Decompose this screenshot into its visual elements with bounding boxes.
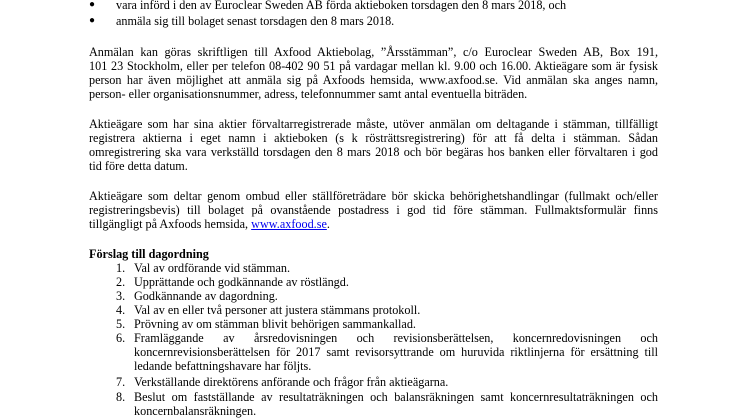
paragraph-proxy-line: registreringsbevis) till bolaget på ovanstående postadress i god tid före stämman. Fullmaktsformulär finns (89, 203, 658, 217)
agenda-item: Prövning av om stämman blivit behörigen sammankallad. (134, 317, 416, 331)
bullet-item: anmäla sig till bolaget senast torsdagen den 8 mars 2018. (116, 14, 395, 28)
paragraph-proxy-line: Aktieägare som deltar genom ombud eller ställföreträdare bör skicka behörighetshandlingar (fullmakt och/eller (89, 189, 658, 203)
agenda-item-continuation: koncernbalansräkningen. (134, 404, 257, 418)
paragraph-registration-line: person- eller organisationsnummer, adress, telefonnummer samt antal eventuella biträden. (89, 87, 528, 101)
agenda-item: Godkännande av dagordning. (134, 289, 278, 303)
agenda-item-number: 7. (116, 375, 126, 389)
agenda-item-continuation: koncernrevisionsberättelsen för 2017 samt revisorsyttrande om huruvida riktlinjerna för ersättning till (134, 345, 658, 359)
agenda-item-number: 8. (116, 390, 126, 404)
paragraph-nominee-line: Aktieägare som har sina aktier förvaltarregistrerade måste, utöver anmälan om deltagande i stämman, tillfälligt (89, 117, 658, 131)
agenda-item-number: 4. (116, 303, 126, 317)
paragraph-nominee-line: registrera aktierna i eget namn i aktieboken (s k rösträttsregistrering) för att få delta i stämman. Sådan (89, 131, 658, 145)
paragraph-nominee-line: tid före detta datum. (89, 159, 188, 173)
agenda-item: Verkställande direktörens anförande och frågor från aktieägarna. (134, 375, 449, 389)
bullet-icon: ● (89, 0, 96, 10)
paragraph-registration-line: 101 23 Stockholm, eller per telefon 08-402 90 51 på vardagar mellan kl. 9.00 och 16.00. Aktieägare som är fysisk (89, 59, 658, 73)
paragraph-registration-line: person har även möjlighet att anmäla sig på Axfoods hemsida, www.axfood.se. Vid anmälan ska anges namn, (89, 73, 658, 87)
proxy-text-end: . (326, 217, 330, 231)
agenda-item-number: 3. (116, 289, 126, 303)
paragraph-registration-line: Anmälan kan göras skriftligen till Axfood Aktiebolag, ”Årsstämman”, c/o Euroclear Sweden AB, Box 191, (89, 45, 658, 59)
agenda-item-number: 1. (116, 261, 126, 275)
agenda-item: Beslut om fastställande av resultaträkningen och balansräkningen samt koncernresultaträkningen och (134, 390, 658, 404)
agenda-item: Val av ordförande vid stämman. (134, 261, 291, 275)
bullet-item: vara införd i den av Euroclear Sweden AB förda aktieboken torsdagen den 8 mars 2018, och (116, 0, 567, 12)
agenda-item-number: 5. (116, 317, 126, 331)
agenda-item-continuation: ledande befattningshavare har följts. (134, 359, 312, 373)
agenda-item: Framläggande av årsredovisningen och revisionsberättelsen, koncernredovisningen och (134, 331, 658, 345)
agenda-item-number: 2. (116, 275, 126, 289)
agenda-item-number: 6. (116, 331, 126, 345)
paragraph-nominee-line: omregistrering ska vara verkställd torsdagen den 8 mars 2018 och bör begäras hos banken eller förvaltaren i god (89, 145, 658, 159)
axfood-website-link[interactable]: www.axfood.se (251, 217, 327, 231)
paragraph-proxy-line (89, 217, 658, 231)
agenda-heading: Förslag till dagordning (89, 247, 209, 261)
proxy-text: tillgängligt på Axfoods hemsida, (89, 217, 252, 231)
agenda-item: Val av en eller två personer att justera stämmans protokoll. (134, 303, 421, 317)
bullet-icon: ● (89, 15, 96, 26)
agenda-item: Upprättande och godkännande av röstlängd. (134, 275, 349, 289)
